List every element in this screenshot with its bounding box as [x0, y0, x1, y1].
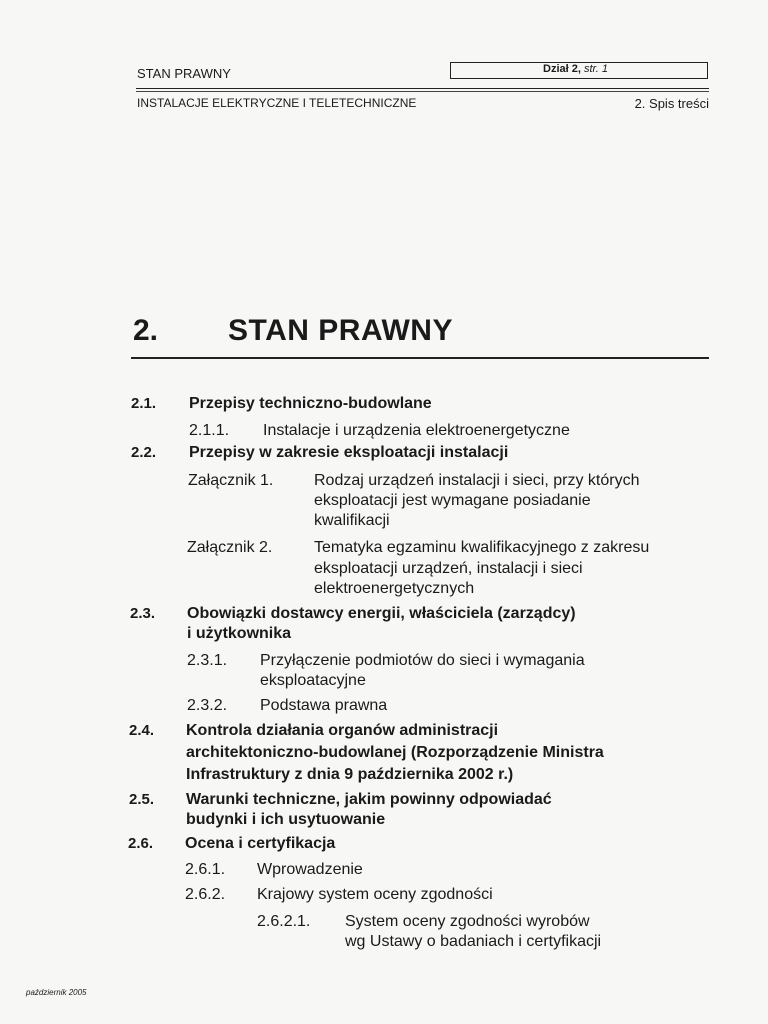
toc-entry-line: elektroenergetycznych: [314, 580, 475, 597]
toc-entry-title: Podstawa prawna: [260, 697, 388, 714]
toc-entry-line: wg Ustawy o badaniach i certyfikacji: [345, 933, 602, 950]
toc-entry-line: Przyłączenie podmiotów do sieci i wymagania: [260, 652, 585, 669]
toc-entry-line: System oceny zgodności wyrobów: [345, 913, 590, 930]
toc-number: 2.6.2.: [185, 886, 226, 903]
running-header-title: STAN PRAWNY: [137, 66, 231, 81]
toc-entry-line: eksploatacyjne: [260, 672, 366, 689]
toc-entry-line: eksploatacji urządzeń, instalacji i sieci: [314, 560, 583, 577]
toc-entry-line: Infrastruktury z dnia 9 października 2002 r.): [186, 766, 514, 783]
toc-entry-line: Kontrola działania organów administracji: [186, 722, 499, 739]
running-header-section: 2. Spis treści: [634, 96, 709, 111]
toc-entry-line: eksploatacji jest wymagane posiadanie: [314, 492, 591, 509]
toc-number: 2.1.: [131, 395, 157, 412]
toc-number: 2.6.: [128, 835, 154, 852]
toc-number: 2.5.: [129, 791, 155, 808]
toc-entry-title: Krajowy system oceny zgodności: [257, 886, 493, 903]
toc-entry-title: Przepisy techniczno-budowlane: [189, 395, 432, 412]
toc-entry-line: Obowiązki dostawcy energii, właściciela (zarządcy): [187, 605, 576, 622]
toc-attachment-label: Załącznik 1.: [188, 472, 274, 489]
section-page-label: [543, 63, 608, 75]
chapter-rule: [131, 357, 709, 359]
toc-number: 2.3.: [130, 605, 156, 622]
toc-entry-line: architektoniczno-budowlanej (Rozporządzenie Ministra: [186, 744, 604, 761]
toc-number: 2.1.1.: [189, 422, 230, 439]
running-header-subtitle: INSTALACJE ELEKTRYCZNE I TELETECHNICZNE: [137, 96, 417, 110]
toc-entry-line: Warunki techniczne, jakim powinny odpowiadać: [186, 791, 552, 808]
footer-date: październik 2005: [26, 988, 87, 997]
toc-number: 2.3.2.: [187, 697, 228, 714]
toc-entry-line: budynki i ich usytuowanie: [186, 811, 386, 828]
page-label: str. 1: [583, 63, 609, 75]
section-label: Dział 2,: [543, 63, 581, 75]
chapter-title: STAN PRAWNY: [228, 314, 453, 347]
toc-entry-line: i użytkownika: [187, 625, 292, 642]
toc-entry-line: Rodzaj urządzeń instalacji i sieci, przy których: [314, 472, 640, 489]
toc-entry-title: Przepisy w zakresie eksploatacji instalacji: [189, 444, 509, 461]
section-page-box: [450, 62, 708, 79]
header-rule-thin: [136, 91, 709, 92]
toc-entry-title: Ocena i certyfikacja: [185, 835, 336, 852]
toc-entry-line: kwalifikacji: [314, 512, 390, 529]
chapter-number: 2.: [133, 314, 159, 347]
header-rule: [136, 88, 709, 89]
toc-number: 2.2.: [131, 444, 157, 461]
toc-entry-title: Instalacje i urządzenia elektroenergetyczne: [263, 422, 570, 439]
toc-number: 2.3.1.: [187, 652, 228, 669]
toc-entry-title: Wprowadzenie: [257, 861, 363, 878]
toc-number: 2.6.2.1.: [257, 913, 311, 930]
toc-entry-line: Tematyka egzaminu kwalifikacyjnego z zakresu: [314, 539, 650, 556]
toc-number: 2.6.1.: [185, 861, 226, 878]
toc-attachment-label: Załącznik 2.: [187, 539, 273, 556]
toc-number: 2.4.: [129, 722, 155, 739]
